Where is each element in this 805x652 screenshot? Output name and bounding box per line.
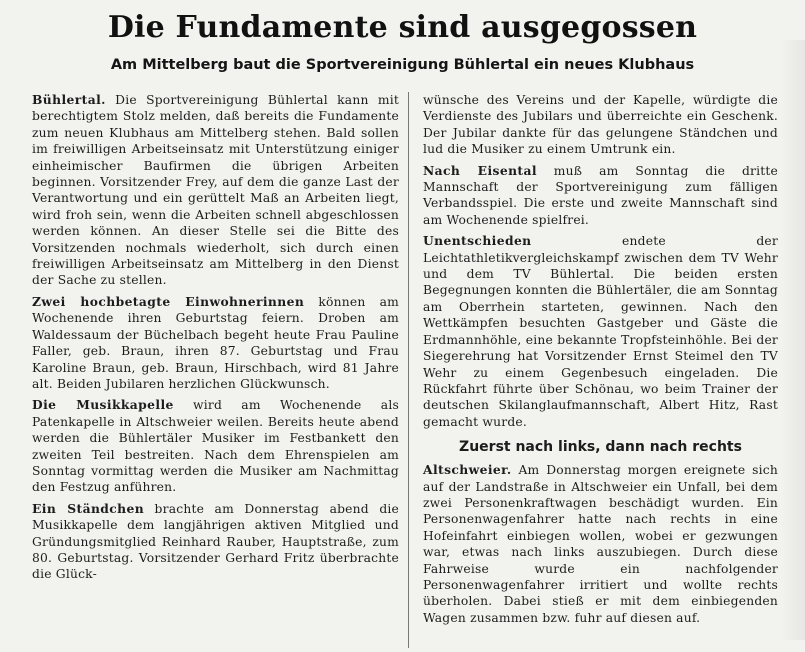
paragraph-text: können am Wochenende ihren Geburtstag feiern. Droben am Waldessaum der Büchelbach begeht heute Frau Pauline Faller, geb. Braun, ihren 87. Geburtstag und Frau Karoline Braun, geb. Braun, Hirschbach, wird 81 Jahre alt. Beiden Jubilaren herzlichen Glückwunsch.: [32, 294, 399, 391]
paragraph-lead: Die Musikkapelle: [32, 397, 174, 413]
article-subheadline: Am Mittelberg baut die Sportvereinigung Bühlertal ein neues Klubhaus: [110, 57, 695, 73]
paragraph-eisental: [423, 163, 778, 229]
paragraph-lead: Bühlertal.: [32, 92, 106, 107]
paragraph-text: Am Donnerstag morgen ereignete sich auf der Landstraße in Altschweier ein Unfall, bei dem zwei Personenkraftwagen beschädigt wurden. Ein Personenwagenfahrer hatte nach rechts in eine Hofeinfahrt einbiegen wollen, wobei er gezwungen war, etwas nach links auszubiegen. Durch diese Fahrweise wurde ein nachfolgender Personenwagenfahrer irritiert und wollte rechts überholen. Dabei stieß er mit dem einbiegenden Wagen zusammen bzw. fuhr auf diesen auf.: [423, 463, 778, 625]
paragraph-continuation: [423, 92, 778, 158]
paragraph-musikkapelle: [32, 397, 399, 495]
left-column: [32, 92, 399, 588]
paragraph-text: endete der Leichtathletikvergleichskampf zwischen dem TV Wehr und dem TV Bühlertal. Die beiden ersten Begegnungen konnten die Bühlertäler, die am Sonntag am Oberrhein starteten, gewinnen. Nach den Wettkämpfen besuchten Gastgeber und Gäste die Erdmannhöhle, eine bekannte Tropfsteinhöhle. Bei der Siegerehrung hat Vorsitzender Ernst Steimel den TV Wehr zu einem Gegenbesuch eingeladen. Die Rückfahrt führte über Schönau, wo beim Trainer der deutschen Skilanglaufmannschaft, Albert Hitz, Rast gemacht wurde.: [423, 234, 778, 429]
paragraph-staendchen: [32, 501, 399, 583]
paragraph-text: wird am Wochenende als Patenkapelle in Altschweier weilen. Bereits heute abend werden die Bühlertäler Musiker im Festbankett den zweiten Teil bestreiten. Nach dem Ehrenspielen am Sonntag vormittag werden die Musiker am Nachmittag den Festzug anführen.: [32, 398, 399, 495]
paragraph-text: brachte am Donnerstag abend die Musikkapelle dem langjährigen aktiven Mitglied und Gründungsmitglied Reinhard Rauber, Hauptstraße, zum 80. Geburtstag. Vorsitzender Gerhard Fritz überbrachte die Glück-: [32, 501, 399, 582]
paragraph-einwohnerinnen: [32, 294, 399, 392]
paragraph-altschweier: [423, 462, 778, 626]
paragraph-lead: Altschweier.: [423, 462, 512, 478]
page-edge-shadow: [781, 40, 805, 640]
paragraph-buehlertal: [32, 92, 399, 289]
column-divider: [408, 92, 409, 648]
right-column: [423, 92, 778, 631]
paragraph-lead: Unentschieden: [423, 233, 532, 249]
article-headline: Die Fundamente sind ausgegossen: [107, 10, 698, 45]
paragraph-text: Die Sportvereinigung Bühlertal kann mit berechtigtem Stolz melden, daß bereits die Fundamente zum neuen Klubhaus am Mittelberg stehen. Bald sollen im freiwilligen Arbeitseinsatz mit Unterstützung einiger einheimischer Baufirmen die übrigen Arbeiten beginnen. Vorsitzender Frey, auf dem die ganze Last der Verantwortung und ein gerüttelt Maß an Arbeiten liegt, wird froh sein, wenn die Arbeiten schnell abgeschlossen werden können. An dieser Stelle sei die Bitte des Vorsitzenden nochmals wiederholt, sich durch einen freiwilligen Arbeitseinsatz am Mittelberg in den Dienst der Sache zu stellen.: [32, 93, 399, 288]
second-article-headline: Zuerst nach links, dann nach rechts: [459, 439, 742, 456]
paragraph-text: wünsche des Vereins und der Kapelle, würdigte die Verdienste des Jubilars und überreichte ein Geschenk. Der Jubilar dankte für das gelungene Ständchen und lud die Musiker zu einem Umtrunk ein.: [423, 93, 778, 157]
paragraph-lead: Ein Ständchen: [32, 500, 145, 516]
paragraph-unentschieden: [423, 233, 778, 430]
paragraph-lead: Nach Eisental: [423, 162, 537, 178]
paragraph-lead: Zwei hochbetagte Einwohnerinnen: [32, 293, 305, 309]
paragraph-text: muß am Sonntag die dritte Mannschaft der Sportvereinigung zum fälligen Verbandsspiel. Die erste und zweite Mannschaft sind am Wochenende spielfrei.: [423, 163, 778, 227]
